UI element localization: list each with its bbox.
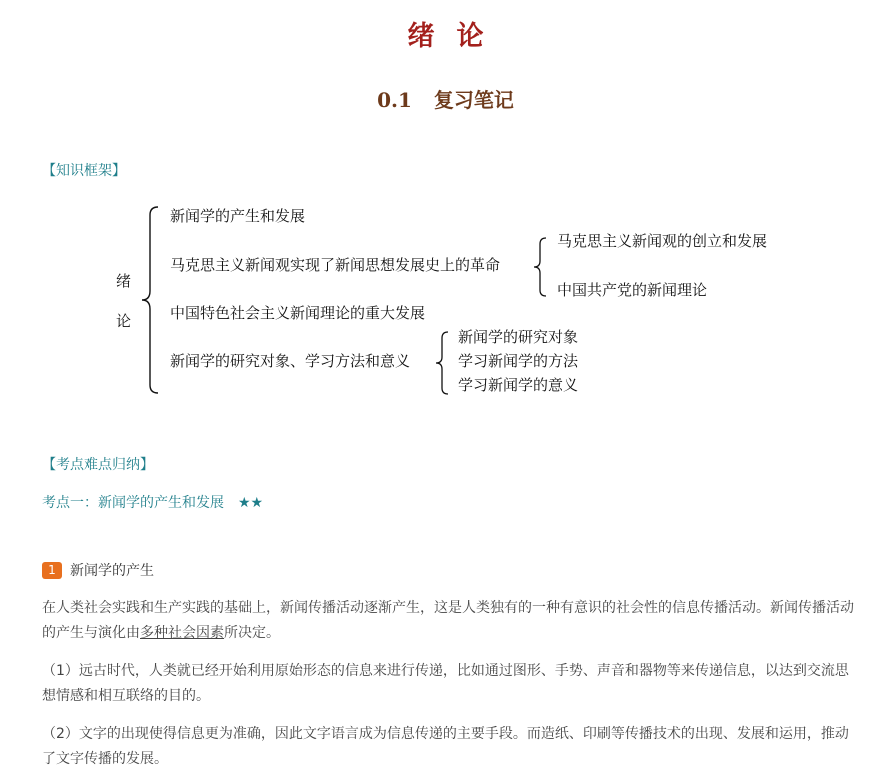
paragraph-3: （2）文字的出现使得信息更为准确，因此文字语言成为信息传递的主要手段。而造纸、印刷等传播技术的出现、发展和运用，推动了文字传播的发展。	[42, 726, 849, 767]
keypoint-label: 考点一：新闻学的产生和发展	[42, 495, 224, 511]
paragraph-1-text-b: 所决定。	[224, 625, 280, 641]
framework-research-child-2: 学习新闻学的方法	[458, 352, 579, 370]
paragraph-1	[42, 596, 857, 646]
framework-root-char-2: 论	[116, 312, 132, 330]
framework-main-brace	[140, 205, 164, 395]
framework-revolution-child-2: 中国共产党的新闻理论	[557, 281, 708, 299]
keypoints-label: 【考点难点归纳】	[42, 457, 154, 473]
framework-label: 【知识框架】	[42, 163, 126, 179]
paragraph-1-text-a: 在人类社会实践和生产实践的基础上，新闻传播活动逐渐产生，这是人类独有的一种有意识的社会性的信息传播活动。新闻传播活动的产生与演化由	[42, 600, 854, 641]
paragraph-1-underlined: 多种社会因素	[140, 625, 224, 641]
framework-item-2: 马克思主义新闻观实现了新闻思想发展史上的革命	[170, 256, 501, 274]
subtitle-text: 复习笔记	[433, 88, 514, 112]
paragraph-2: （1）远古时代，人类就已经开始利用原始形态的信息来进行传递，比如通过图形、手势、声音和器物等来传递信息，以达到交流思想情感和相互联络的目的。	[42, 663, 849, 704]
page-title: 绪论	[407, 21, 506, 52]
framework-research-child-3: 学习新闻学的意义	[458, 376, 579, 394]
keypoint-stars: ★★	[238, 495, 264, 511]
subtitle-number: 0.1	[377, 88, 412, 112]
framework-research-brace	[434, 330, 454, 396]
subheading-text: 新闻学的产生	[70, 563, 154, 579]
framework-item-3: 中国特色社会主义新闻理论的重大发展	[170, 304, 426, 322]
keypoint-heading	[42, 492, 263, 512]
framework-revolution-brace	[532, 236, 552, 298]
number-badge: 1	[42, 562, 62, 579]
framework-root-char-1: 绪	[116, 272, 132, 290]
subheading	[42, 560, 154, 580]
framework-item-1: 新闻学的产生和发展	[170, 207, 306, 225]
framework-item-4: 新闻学的研究对象、学习方法和意义	[170, 352, 411, 370]
framework-revolution-child-1: 马克思主义新闻观的创立和发展	[557, 232, 768, 250]
framework-research-child-1: 新闻学的研究对象	[458, 328, 579, 346]
